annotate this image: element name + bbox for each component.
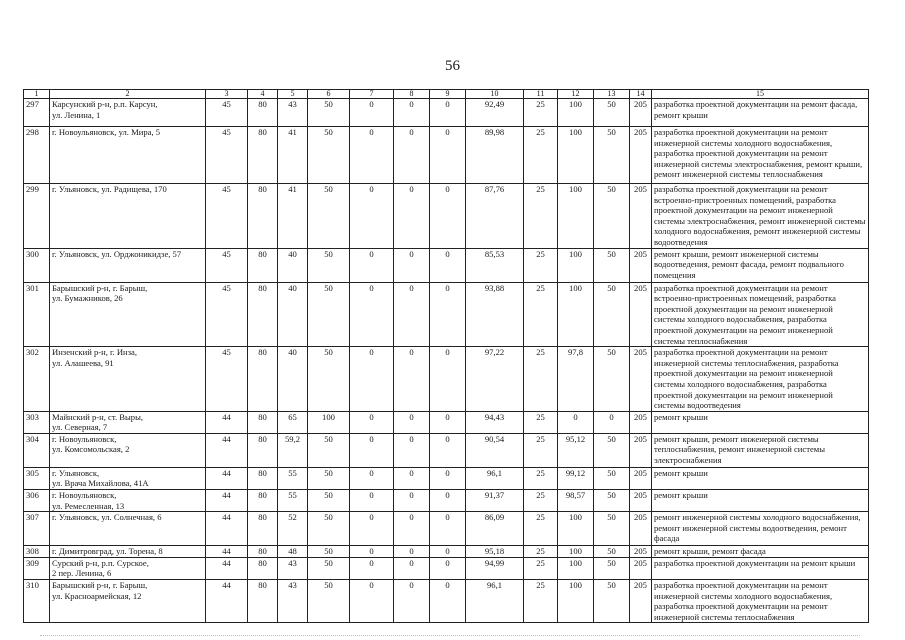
- address-cell: [50, 99, 206, 127]
- value-cell-c10: 97,22: [466, 347, 524, 412]
- value-cell-c13: 50: [594, 546, 630, 558]
- value-cell-c3: 44: [206, 512, 248, 546]
- work-description-cell: разработка проектной документации на ремонт инженерной системы холодного водоснабжения, разработка проектной документации на ремонт инженерной системы электроснабжения, ремонт крыши, ремонт инженерной системы теплоснабжения: [652, 127, 869, 184]
- value-cell-c6: 50: [308, 467, 350, 489]
- value-cell-c8: 0: [394, 248, 430, 282]
- value-cell-c6: 50: [308, 282, 350, 347]
- value-cell-c4: 80: [248, 546, 278, 558]
- value-cell-c10: 94,99: [466, 557, 524, 579]
- value-cell-c9: 0: [430, 580, 466, 623]
- value-cell-c8: 0: [394, 127, 430, 184]
- value-cell-c11: 25: [524, 512, 558, 546]
- value-cell-c8: 0: [394, 580, 430, 623]
- value-cell-c12: 100: [558, 184, 594, 249]
- table-row: [24, 557, 869, 579]
- value-cell-c11: 25: [524, 99, 558, 127]
- value-cell-c6: 50: [308, 557, 350, 579]
- value-cell-c7: 0: [350, 580, 394, 623]
- address-cell: [50, 467, 206, 489]
- value-cell-c8: 0: [394, 184, 430, 249]
- value-cell-c10: 94,43: [466, 411, 524, 433]
- value-cell-c13: 50: [594, 184, 630, 249]
- value-cell-c7: 0: [350, 490, 394, 512]
- value-cell-c13: 50: [594, 248, 630, 282]
- value-cell-c7: 0: [350, 557, 394, 579]
- work-description-cell: ремонт инженерной системы холодного водоснабжения, ремонт инженерной системы водоотведения, ремонт фасада: [652, 512, 869, 546]
- value-cell-c14: 205: [630, 580, 652, 623]
- row-number: 302: [24, 347, 50, 412]
- value-cell-c7: 0: [350, 282, 394, 347]
- value-cell-c8: 0: [394, 282, 430, 347]
- value-cell-c8: 0: [394, 490, 430, 512]
- value-cell-c14: 205: [630, 557, 652, 579]
- value-cell-c6: 100: [308, 411, 350, 433]
- value-cell-c12: 100: [558, 546, 594, 558]
- address-line: ул. Ремесленная, 13: [52, 500, 125, 511]
- value-cell-c10: 87,76: [466, 184, 524, 249]
- address-line: Майнский р-н, ст. Выры,: [52, 411, 143, 422]
- value-cell-c7: 0: [350, 127, 394, 184]
- address-line: г. Димитровград, ул. Торена, 8: [52, 546, 163, 557]
- row-number: 310: [24, 580, 50, 623]
- value-cell-c12: 95,12: [558, 433, 594, 467]
- value-cell-c9: 0: [430, 433, 466, 467]
- value-cell-c3: 45: [206, 248, 248, 282]
- table-row: [24, 512, 869, 546]
- value-cell-c13: 0: [594, 411, 630, 433]
- value-cell-c11: 25: [524, 546, 558, 558]
- address-line: ул. Бумажников, 26: [52, 293, 123, 304]
- row-number: 306: [24, 490, 50, 512]
- table-row: [24, 282, 869, 347]
- row-number: 305: [24, 467, 50, 489]
- address-line: 2 пер. Ленина, 6: [52, 568, 112, 579]
- table-row: [24, 433, 869, 467]
- address-line: ул. Комсомольская, 2: [52, 444, 130, 455]
- row-number: 299: [24, 184, 50, 249]
- table-row: [24, 546, 869, 558]
- value-cell-c6: 50: [308, 433, 350, 467]
- value-cell-c4: 80: [248, 467, 278, 489]
- value-cell-c5: 55: [278, 490, 308, 512]
- value-cell-c13: 50: [594, 490, 630, 512]
- value-cell-c7: 0: [350, 99, 394, 127]
- row-number: 309: [24, 557, 50, 579]
- value-cell-c4: 80: [248, 347, 278, 412]
- value-cell-c12: 100: [558, 99, 594, 127]
- value-cell-c7: 0: [350, 411, 394, 433]
- value-cell-c9: 0: [430, 282, 466, 347]
- value-cell-c14: 205: [630, 490, 652, 512]
- value-cell-c5: 40: [278, 248, 308, 282]
- value-cell-c12: 100: [558, 557, 594, 579]
- table-row: [24, 99, 869, 127]
- column-number-15: 15: [652, 90, 869, 99]
- value-cell-c4: 80: [248, 99, 278, 127]
- address-line: ул. Врача Михайлова, 41А: [52, 478, 149, 489]
- address-cell: [50, 411, 206, 433]
- value-cell-c4: 80: [248, 512, 278, 546]
- address-cell: [50, 512, 206, 546]
- address-line: г. Новоульяновск,: [52, 490, 117, 501]
- value-cell-c10: 95,18: [466, 546, 524, 558]
- value-cell-c5: 43: [278, 557, 308, 579]
- value-cell-c3: 45: [206, 184, 248, 249]
- value-cell-c9: 0: [430, 99, 466, 127]
- column-number-13: 13: [594, 90, 630, 99]
- value-cell-c6: 50: [308, 347, 350, 412]
- value-cell-c11: 25: [524, 580, 558, 623]
- value-cell-c12: 100: [558, 127, 594, 184]
- value-cell-c12: 97,8: [558, 347, 594, 412]
- value-cell-c7: 0: [350, 546, 394, 558]
- value-cell-c14: 205: [630, 184, 652, 249]
- page-number: 56: [445, 58, 460, 74]
- value-cell-c3: 45: [206, 282, 248, 347]
- value-cell-c13: 50: [594, 99, 630, 127]
- value-cell-c6: 50: [308, 127, 350, 184]
- value-cell-c14: 205: [630, 127, 652, 184]
- value-cell-c10: 96,1: [466, 467, 524, 489]
- row-number: 304: [24, 433, 50, 467]
- value-cell-c10: 85,53: [466, 248, 524, 282]
- value-cell-c5: 48: [278, 546, 308, 558]
- value-cell-c3: 44: [206, 411, 248, 433]
- value-cell-c12: 100: [558, 248, 594, 282]
- value-cell-c6: 50: [308, 490, 350, 512]
- value-cell-c5: 43: [278, 580, 308, 623]
- value-cell-c12: 100: [558, 282, 594, 347]
- value-cell-c8: 0: [394, 512, 430, 546]
- address-line: Инзенский р-н, г. Инза,: [52, 347, 138, 358]
- value-cell-c8: 0: [394, 467, 430, 489]
- value-cell-c11: 25: [524, 433, 558, 467]
- value-cell-c5: 59,2: [278, 433, 308, 467]
- value-cell-c6: 50: [308, 546, 350, 558]
- row-number: 308: [24, 546, 50, 558]
- address-line: Карсунский р-н, р.п. Карсун,: [52, 99, 158, 109]
- value-cell-c9: 0: [430, 490, 466, 512]
- address-cell: [50, 127, 206, 184]
- value-cell-c7: 0: [350, 467, 394, 489]
- value-cell-c12: 99,12: [558, 467, 594, 489]
- value-cell-c9: 0: [430, 546, 466, 558]
- value-cell-c10: 91,37: [466, 490, 524, 512]
- column-number-3: 3: [206, 90, 248, 99]
- row-number: 303: [24, 411, 50, 433]
- value-cell-c9: 0: [430, 127, 466, 184]
- value-cell-c7: 0: [350, 433, 394, 467]
- value-cell-c14: 205: [630, 99, 652, 127]
- value-cell-c8: 0: [394, 557, 430, 579]
- value-cell-c13: 50: [594, 467, 630, 489]
- value-cell-c7: 0: [350, 248, 394, 282]
- value-cell-c14: 205: [630, 248, 652, 282]
- table-row: [24, 127, 869, 184]
- value-cell-c8: 0: [394, 546, 430, 558]
- address-cell: [50, 184, 206, 249]
- column-number-6: 6: [308, 90, 350, 99]
- footer-scan-noise: [40, 633, 860, 636]
- value-cell-c6: 50: [308, 580, 350, 623]
- value-cell-c8: 0: [394, 347, 430, 412]
- address-line: Барышский р-н, г. Барыш,: [52, 282, 148, 293]
- value-cell-c8: 0: [394, 433, 430, 467]
- value-cell-c9: 0: [430, 467, 466, 489]
- value-cell-c7: 0: [350, 347, 394, 412]
- value-cell-c4: 80: [248, 411, 278, 433]
- value-cell-c11: 25: [524, 248, 558, 282]
- row-number: 298: [24, 127, 50, 184]
- value-cell-c3: 44: [206, 580, 248, 623]
- work-description-cell: разработка проектной документации на ремонт крыши: [652, 557, 869, 579]
- address-line: г. Ульяновск,: [52, 467, 100, 478]
- value-cell-c13: 50: [594, 557, 630, 579]
- value-cell-c11: 25: [524, 127, 558, 184]
- value-cell-c3: 44: [206, 557, 248, 579]
- address-line: г. Ульяновск, ул. Солнечная, 6: [52, 512, 162, 523]
- value-cell-c3: 44: [206, 433, 248, 467]
- value-cell-c3: 44: [206, 467, 248, 489]
- address-cell: [50, 282, 206, 347]
- value-cell-c10: 89,98: [466, 127, 524, 184]
- table-row: [24, 580, 869, 623]
- address-line: ул. Красноармейская, 12: [52, 590, 142, 601]
- work-description-cell: ремонт крыши: [652, 490, 869, 512]
- value-cell-c4: 80: [248, 248, 278, 282]
- row-number: 297: [24, 99, 50, 127]
- value-cell-c6: 50: [308, 99, 350, 127]
- value-cell-c4: 80: [248, 282, 278, 347]
- value-cell-c5: 40: [278, 282, 308, 347]
- table-row: [24, 490, 869, 512]
- work-description-cell: разработка проектной документации на ремонт встроенно-пристроенных помещений, разработка проектной документации на ремонт инженерной системы холодного водоснабжения, разработка проектной документации на ремонт инженерной системы теплоснабжения: [652, 282, 869, 347]
- table-row: [24, 467, 869, 489]
- column-number-9: 9: [430, 90, 466, 99]
- value-cell-c5: 41: [278, 127, 308, 184]
- column-number-8: 8: [394, 90, 430, 99]
- value-cell-c4: 80: [248, 490, 278, 512]
- value-cell-c11: 25: [524, 490, 558, 512]
- value-cell-c3: 45: [206, 99, 248, 127]
- value-cell-c4: 80: [248, 557, 278, 579]
- table-row: [24, 248, 869, 282]
- value-cell-c11: 25: [524, 282, 558, 347]
- value-cell-c5: 52: [278, 512, 308, 546]
- value-cell-c11: 25: [524, 557, 558, 579]
- address-line: ул. Алашеева, 91: [52, 357, 114, 368]
- value-cell-c9: 0: [430, 347, 466, 412]
- value-cell-c3: 44: [206, 490, 248, 512]
- work-description-cell: ремонт крыши, ремонт инженерной системы теплоснабжения, ремонт инженерной системы электроснабжения: [652, 433, 869, 467]
- value-cell-c9: 0: [430, 557, 466, 579]
- value-cell-c7: 0: [350, 184, 394, 249]
- row-number: 300: [24, 248, 50, 282]
- value-cell-c6: 50: [308, 248, 350, 282]
- value-cell-c4: 80: [248, 433, 278, 467]
- value-cell-c10: 86,09: [466, 512, 524, 546]
- value-cell-c5: 55: [278, 467, 308, 489]
- register-table: [23, 89, 869, 623]
- address-cell: [50, 347, 206, 412]
- value-cell-c3: 45: [206, 127, 248, 184]
- value-cell-c12: 98,57: [558, 490, 594, 512]
- column-number-5: 5: [278, 90, 308, 99]
- value-cell-c13: 50: [594, 512, 630, 546]
- value-cell-c4: 80: [248, 580, 278, 623]
- value-cell-c11: 25: [524, 467, 558, 489]
- address-line: Сурский р-н, р.п. Сурское,: [52, 557, 149, 568]
- column-number-2: 2: [50, 90, 206, 99]
- column-number-11: 11: [524, 90, 558, 99]
- work-description-cell: разработка проектной документации на ремонт инженерной системы холодного водоснабжения, разработка проектной документации на ремонт инженерной системы теплоснабжения: [652, 580, 869, 623]
- value-cell-c10: 96,1: [466, 580, 524, 623]
- value-cell-c10: 93,88: [466, 282, 524, 347]
- value-cell-c8: 0: [394, 411, 430, 433]
- address-line: ул. Ленина, 1: [52, 109, 101, 120]
- address-line: Барышский р-н, г. Барыш,: [52, 580, 148, 591]
- value-cell-c9: 0: [430, 184, 466, 249]
- value-cell-c10: 92,49: [466, 99, 524, 127]
- address-line: г. Ульяновск, ул. Радищева, 170: [52, 184, 167, 194]
- address-line: ул. Северная, 7: [52, 422, 108, 433]
- address-cell: [50, 248, 206, 282]
- value-cell-c5: 41: [278, 184, 308, 249]
- value-cell-c14: 205: [630, 411, 652, 433]
- value-cell-c11: 25: [524, 411, 558, 433]
- value-cell-c13: 50: [594, 282, 630, 347]
- address-line: г. Ульяновск, ул. Орджоникидзе, 57: [52, 248, 182, 259]
- column-number-1: 1: [24, 90, 50, 99]
- value-cell-c14: 205: [630, 467, 652, 489]
- work-description-cell: разработка проектной документации на ремонт встроенно-пристроенных помещений, разработка проектной документации на ремонт инженерной системы электроснабжения, ремонт инженерной системы холодного водоснабжения, ремонт инженерной системы водоотведения: [652, 184, 869, 249]
- value-cell-c13: 50: [594, 347, 630, 412]
- address-cell: [50, 546, 206, 558]
- column-number-10: 10: [466, 90, 524, 99]
- address-cell: [50, 557, 206, 579]
- value-cell-c10: 90,54: [466, 433, 524, 467]
- value-cell-c8: 0: [394, 99, 430, 127]
- row-number: 301: [24, 282, 50, 347]
- column-number-7: 7: [350, 90, 394, 99]
- value-cell-c13: 50: [594, 127, 630, 184]
- value-cell-c12: 100: [558, 512, 594, 546]
- column-number-14: 14: [630, 90, 652, 99]
- address-line: г. Новоульяновск,: [52, 433, 117, 444]
- value-cell-c14: 205: [630, 546, 652, 558]
- address-line: г. Новоульяновск, ул. Мира, 5: [52, 127, 161, 137]
- value-cell-c14: 205: [630, 282, 652, 347]
- value-cell-c11: 25: [524, 347, 558, 412]
- header-row: [24, 90, 869, 99]
- value-cell-c6: 50: [308, 184, 350, 249]
- value-cell-c9: 0: [430, 411, 466, 433]
- value-cell-c4: 80: [248, 127, 278, 184]
- value-cell-c5: 65: [278, 411, 308, 433]
- work-description-cell: ремонт крыши: [652, 411, 869, 433]
- address-cell: [50, 490, 206, 512]
- value-cell-c12: 0: [558, 411, 594, 433]
- address-cell: [50, 580, 206, 623]
- value-cell-c7: 0: [350, 512, 394, 546]
- value-cell-c9: 0: [430, 512, 466, 546]
- value-cell-c3: 45: [206, 347, 248, 412]
- work-description-cell: ремонт крыши: [652, 467, 869, 489]
- table-row: [24, 411, 869, 433]
- work-description-cell: ремонт крыши, ремонт инженерной системы водоотведения, ремонт фасада, ремонт подвального помещения: [652, 248, 869, 282]
- value-cell-c13: 50: [594, 580, 630, 623]
- value-cell-c14: 205: [630, 433, 652, 467]
- value-cell-c5: 40: [278, 347, 308, 412]
- work-description-cell: ремонт крыши, ремонт фасада: [652, 546, 869, 558]
- value-cell-c5: 43: [278, 99, 308, 127]
- row-number: 307: [24, 512, 50, 546]
- address-cell: [50, 433, 206, 467]
- value-cell-c6: 50: [308, 512, 350, 546]
- value-cell-c9: 0: [430, 248, 466, 282]
- table-row: [24, 347, 869, 412]
- value-cell-c3: 44: [206, 546, 248, 558]
- value-cell-c12: 100: [558, 580, 594, 623]
- value-cell-c11: 25: [524, 184, 558, 249]
- work-description-cell: разработка проектной документации на ремонт фасада, ремонт крыши: [652, 99, 869, 127]
- value-cell-c13: 50: [594, 433, 630, 467]
- table-row: [24, 184, 869, 249]
- column-number-4: 4: [248, 90, 278, 99]
- column-number-12: 12: [558, 90, 594, 99]
- value-cell-c14: 205: [630, 347, 652, 412]
- work-description-cell: разработка проектной документации на ремонт инженерной системы теплоснабжения, разработка проектной документации на ремонт инженерной системы холодного водоснабжения, разработка проектной документации на ремонт инженерной системы водоотведения: [652, 347, 869, 412]
- value-cell-c4: 80: [248, 184, 278, 249]
- value-cell-c14: 205: [630, 512, 652, 546]
